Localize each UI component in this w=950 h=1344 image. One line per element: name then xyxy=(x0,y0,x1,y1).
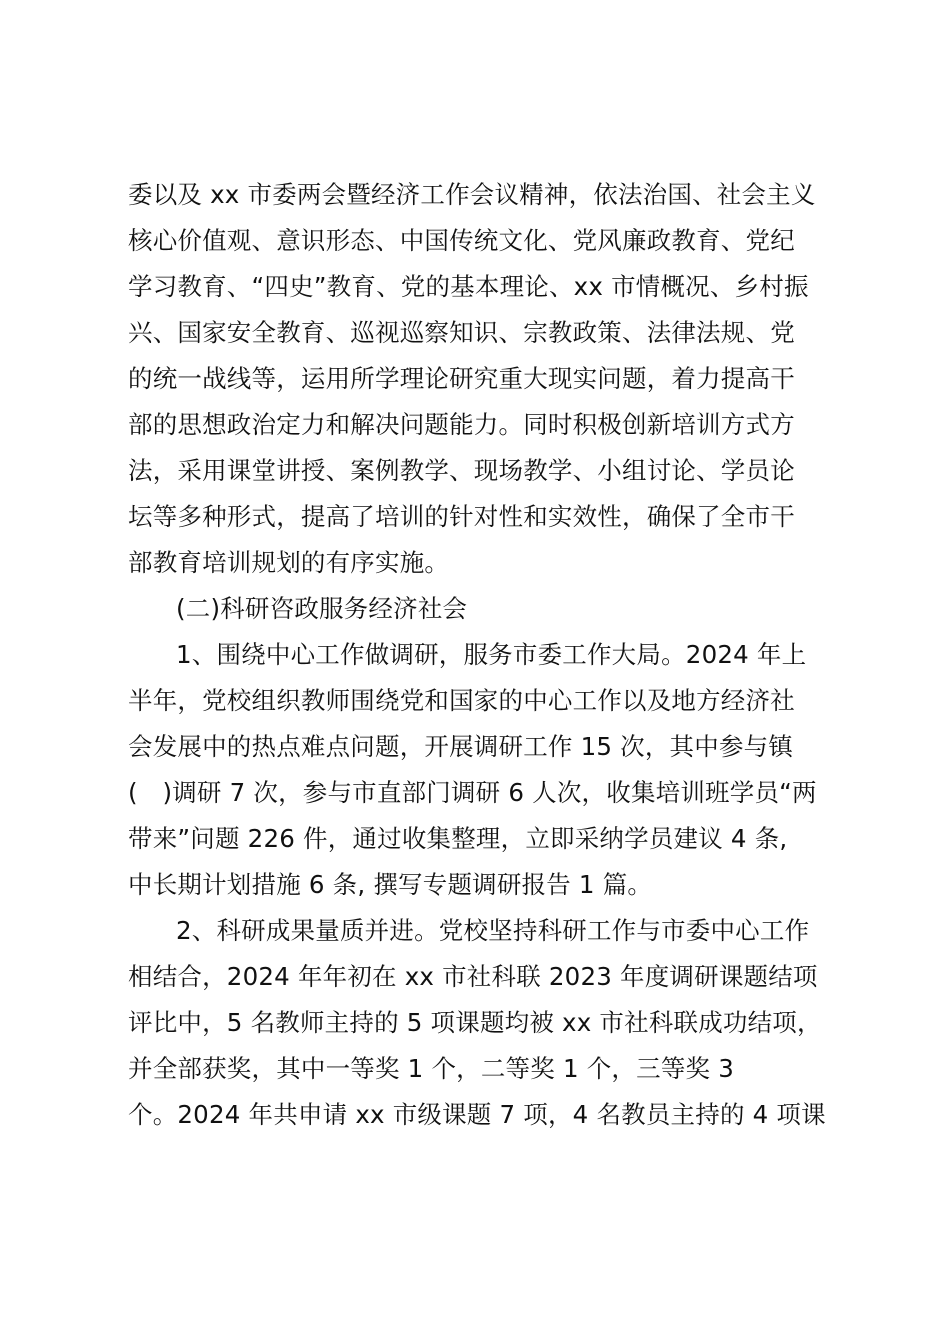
paragraph-line: 中长期计划措施 6 条, 撰写专题调研报告 1 篇。 xyxy=(128,870,653,899)
paragraph-line: 评比中，5 名教师主持的 5 项课题均被 xx 市社科联成功结项， xyxy=(128,1008,822,1037)
paragraph-line: 会发展中的热点难点问题，开展调研工作 15 次，其中参与镇 xyxy=(128,732,794,761)
paragraph-line: 的统一战线等，运用所学理论研究重大现实问题，着力提高干 xyxy=(128,364,795,393)
paragraph-line: 核心价值观、意识形态、中国传统文化、党风廉政教育、党纪 xyxy=(128,226,795,255)
paragraph-line: 相结合，2024 年年初在 xx 市社科联 2023 年度调研课题结项 xyxy=(128,962,818,991)
paragraph-line: 坛等多种形式，提高了培训的针对性和实效性，确保了全市干 xyxy=(128,502,795,531)
paragraph-line: 1、围绕中心工作做调研，服务市委工作大局。2024 年上 xyxy=(176,640,807,669)
paragraph-line: 带来”问题 226 件，通过收集整理，立即采纳学员建议 4 条, xyxy=(128,824,788,853)
paragraph-line: 并全部获奖，其中一等奖 1 个，二等奖 1 个，三等奖 3 xyxy=(128,1054,734,1083)
paragraph-line: 兴、国家安全教育、巡视巡察知识、宗教政策、法律法规、党 xyxy=(128,318,795,347)
paragraph-line: 半年，党校组织教师围绕党和国家的中心工作以及地方经济社 xyxy=(128,686,795,715)
paragraph-line: 2、科研成果量质并进。党校坚持科研工作与市委中心工作 xyxy=(176,916,810,945)
paragraph-line: 委以及 xx 市委两会暨经济工作会议精神，依法治国、社会主义 xyxy=(128,180,816,209)
paragraph-line: 部教育培训规划的有序实施。 xyxy=(128,548,450,577)
paragraph-line: 法，采用课堂讲授、案例教学、现场教学、小组讨论、学员论 xyxy=(128,456,795,485)
section-heading: (二)科研咨政服务经济社会 xyxy=(176,594,468,623)
paragraph-line: 个。2024 年共申请 xx 市级课题 7 项，4 名教员主持的 4 项课 xyxy=(128,1100,826,1129)
paragraph-line: ( )调研 7 次，参与市直部门调研 6 人次，收集培训班学员“两 xyxy=(128,778,817,807)
paragraph-line: 学习教育、“四史”教育、党的基本理论、xx 市情概况、乡村振 xyxy=(128,272,809,301)
paragraph-line: 部的思想政治定力和解决问题能力。同时积极创新培训方式方 xyxy=(128,410,795,439)
